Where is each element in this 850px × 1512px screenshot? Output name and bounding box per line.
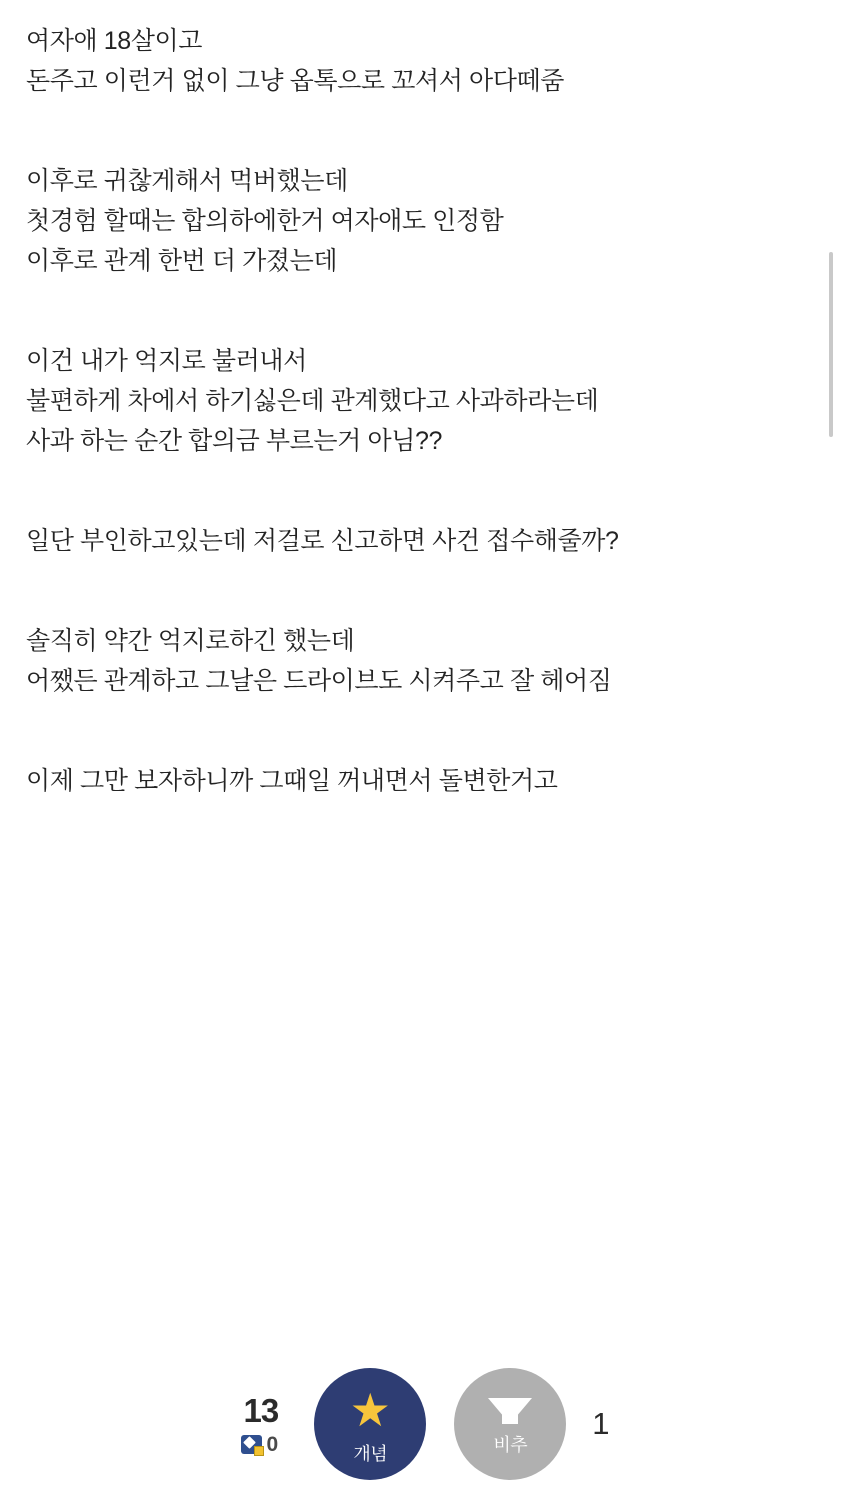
upvote-counts <box>241 1391 279 1456</box>
post-line: 이후로 귀찮게해서 먹버했는데 <box>26 167 348 195</box>
paragraph-spacer <box>26 310 824 342</box>
upvote-button-label: 개념 <box>353 1443 388 1464</box>
post-line: 솔직히 약간 억지로하긴 했는데 <box>26 627 355 655</box>
paragraph-1 <box>26 22 824 100</box>
paragraph-6 <box>26 762 824 800</box>
post-line: 이제 그만 보자하니까 그때일 꺼내면서 돌변한거고 <box>26 767 558 795</box>
post-line: 이후로 관계 한번 더 가졌는데 <box>26 247 338 275</box>
scrollbar-thumb[interactable] <box>829 252 833 437</box>
vote-bar <box>0 1354 850 1494</box>
post-line: 일단 부인하고있는데 저걸로 신고하면 사건 접수해줄까? <box>26 527 619 555</box>
downvote-count: 1 <box>592 1406 610 1441</box>
post-line: 돈주고 이런거 없이 그냥 옵톡으로 꼬셔서 아다떼줌 <box>26 67 565 95</box>
paragraph-2 <box>26 162 824 280</box>
paragraph-3 <box>26 342 824 460</box>
comment-count-row <box>241 1434 279 1455</box>
upvote-count: 13 <box>243 1391 279 1429</box>
upvote-button[interactable] <box>314 1368 426 1480</box>
post-line: 어쨌든 관계하고 그날은 드라이브도 시켜주고 잘 헤어짐 <box>26 667 612 695</box>
star-icon: ★ <box>349 1383 391 1436</box>
down-arrow-icon <box>488 1398 532 1424</box>
comment-badge-icon <box>241 1435 262 1454</box>
post-line: 이건 내가 억지로 불러내서 <box>26 347 307 375</box>
post-line: 사과 하는 순간 합의금 부르는거 아님?? <box>26 427 442 455</box>
paragraph-5 <box>26 622 824 700</box>
paragraph-spacer <box>26 590 824 622</box>
downvote-button[interactable] <box>454 1368 566 1480</box>
downvote-button-label: 비추 <box>493 1434 528 1455</box>
paragraph-spacer <box>26 730 824 762</box>
paragraph-spacer <box>26 490 824 522</box>
paragraph-4 <box>26 522 824 560</box>
comment-count: 0 <box>266 1432 279 1456</box>
post-line: 첫경험 할때는 합의하에한거 여자애도 인정함 <box>26 207 504 235</box>
post-line: 여자애 18살이고 <box>26 27 203 55</box>
upvote-group <box>241 1368 427 1480</box>
post-line: 불편하게 차에서 하기싫은데 관계했다고 사과하라는데 <box>26 387 599 415</box>
scrollbar[interactable] <box>844 0 850 1512</box>
paragraph-spacer <box>26 130 824 162</box>
